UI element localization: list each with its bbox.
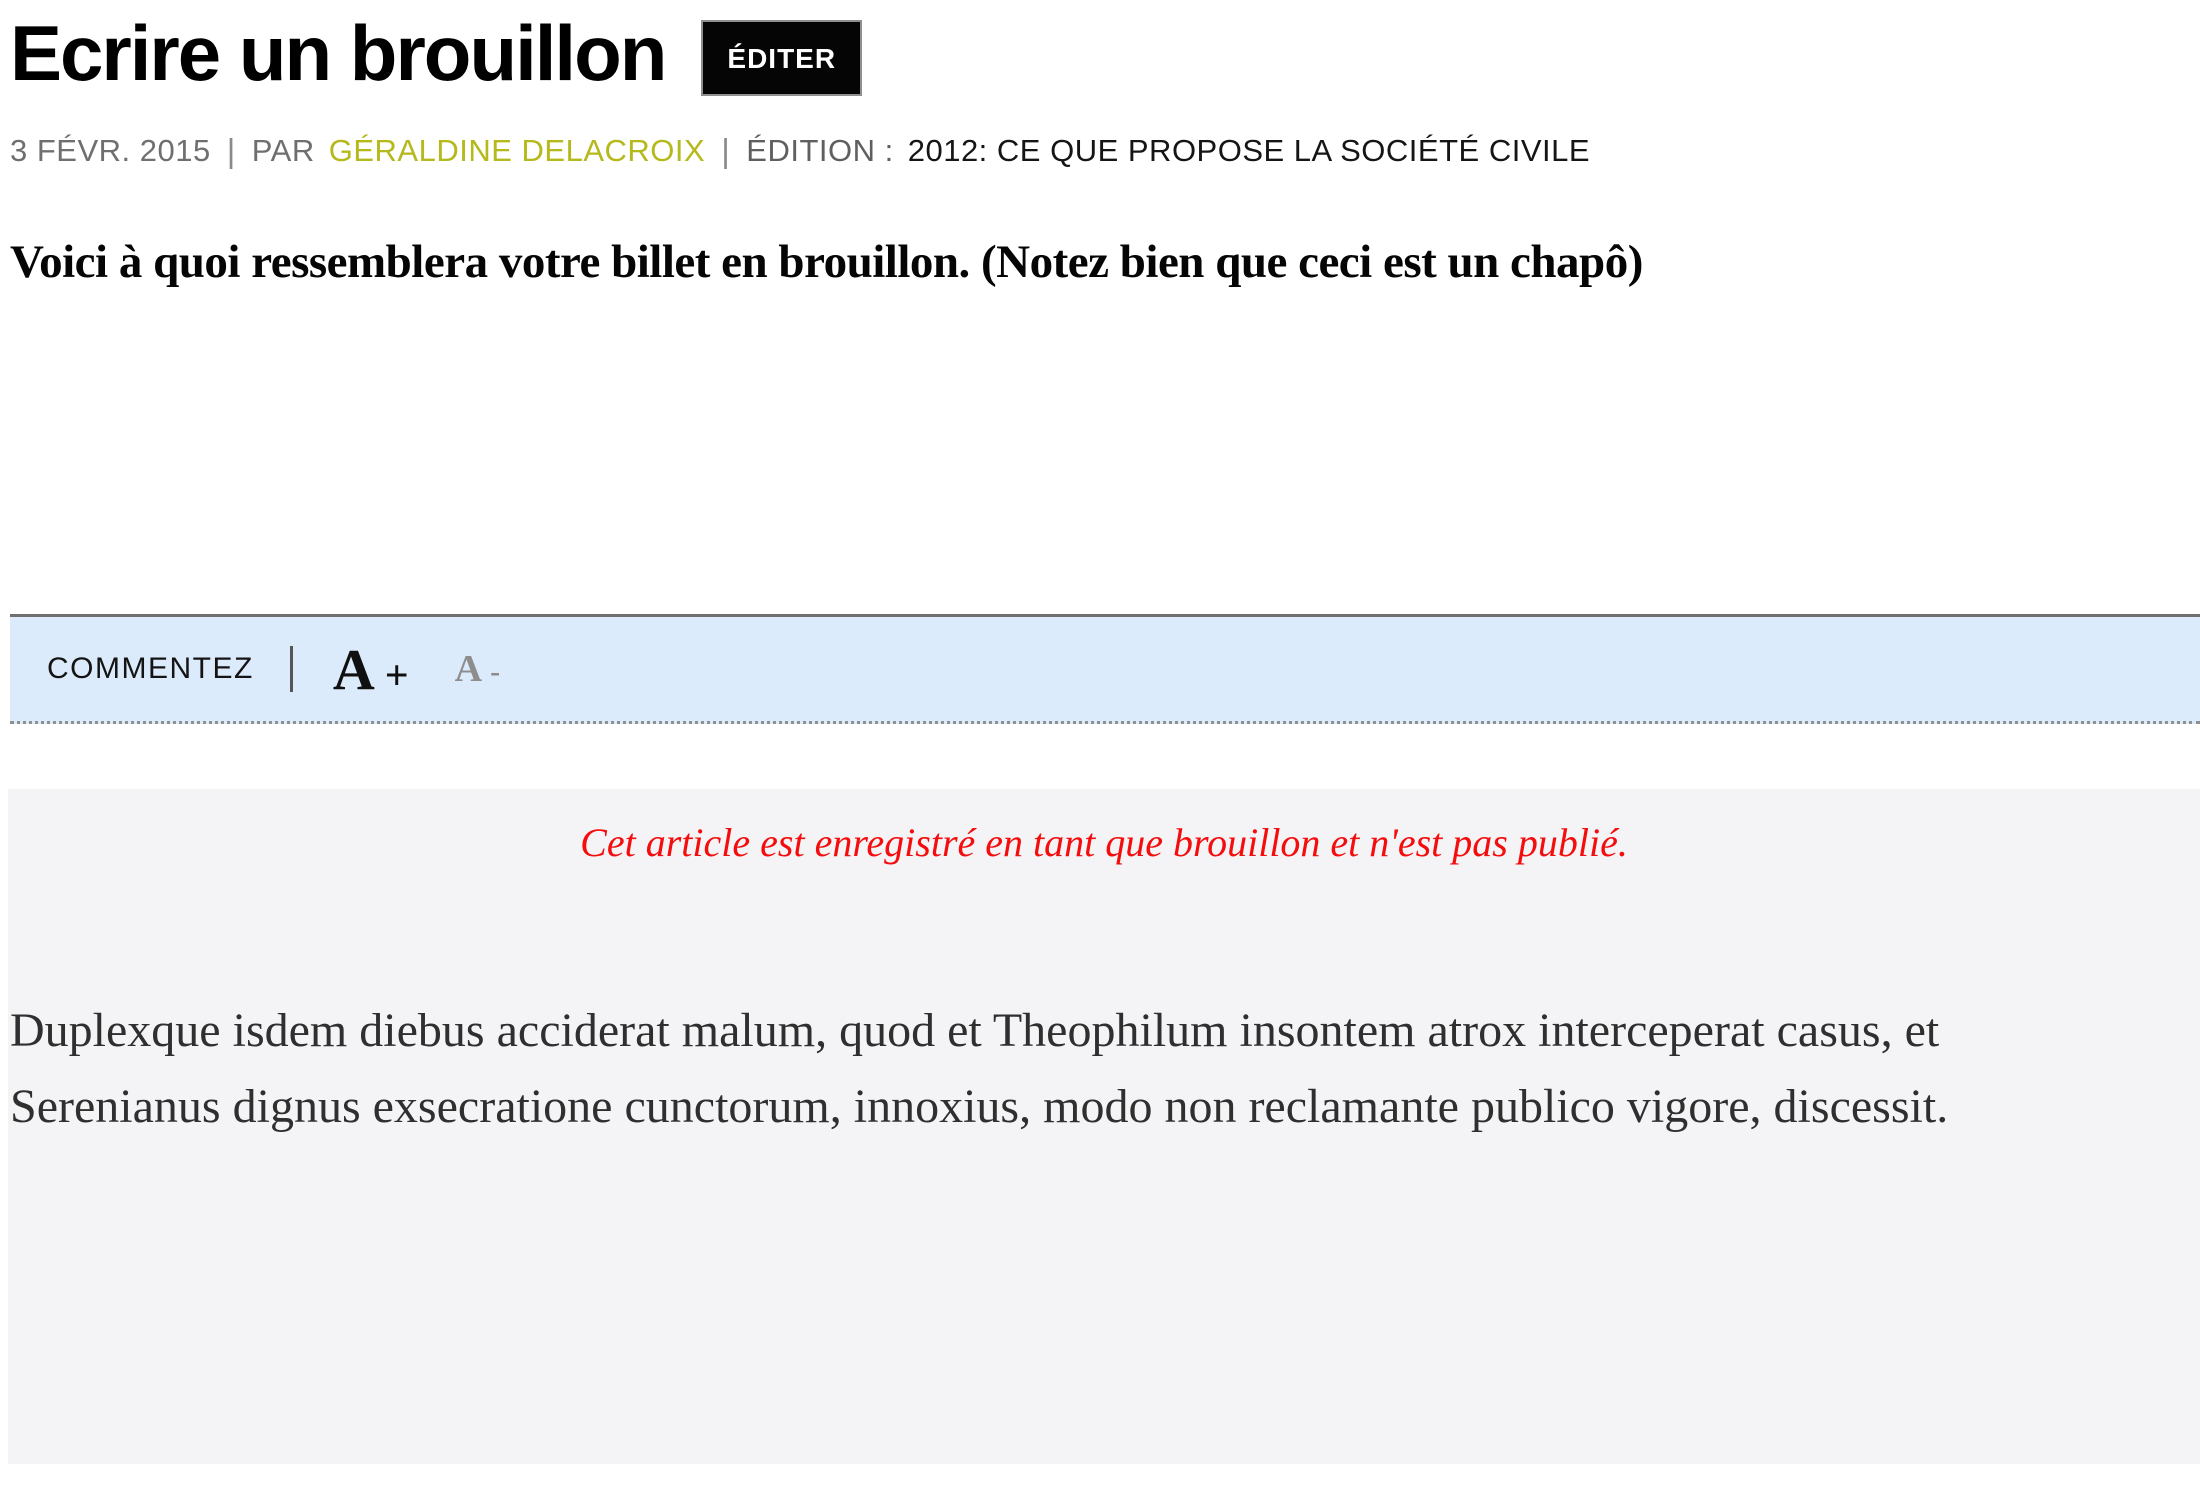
meta-separator: | [721,132,731,169]
draft-notice: Cet article est enregistré en tant que brouillon et n'est pas publié. [580,820,1628,865]
edition-label: ÉDITION : [746,133,894,168]
page-title: Ecrire un brouillon [10,9,666,97]
font-increase-letter: A [332,636,375,702]
post-subtitle: Voici à quoi ressemblera votre billet en brouillon. (Notez bien que ceci est un chapô) [10,236,1643,288]
plus-icon: + [384,652,409,699]
article-toolbar [10,614,2200,724]
article-body: Duplexque isdem diebus acciderat malum, quod et Theophilum insontem atrox interceperat casus, et Serenianus dignus exsecratione cunctorum, innoxius, modo non reclamante publico vigore, discessit. [10,1004,1949,1133]
title-row [0,0,2200,96]
meta-separator: | [226,132,236,169]
font-increase-button[interactable] [333,636,409,703]
author-link[interactable]: GÉRALDINE DELACROIX [328,133,706,168]
minus-icon: - [490,655,501,688]
post-header [0,0,2200,288]
font-decrease-button[interactable] [455,647,500,691]
comment-link[interactable]: COMMENTEZ [47,652,254,685]
edit-button[interactable]: ÉDITER [701,20,862,96]
edition-link[interactable]: 2012: CE QUE PROPOSE LA SOCIÉTÉ CIVILE [907,133,1591,168]
font-decrease-letter: A [454,648,483,690]
post-date: 3 FÉVR. 2015 [10,133,211,168]
post-meta [0,132,2200,170]
toolbar-divider [290,646,293,692]
draft-article-box [8,789,2200,1464]
byline-label: PAR [251,133,315,168]
